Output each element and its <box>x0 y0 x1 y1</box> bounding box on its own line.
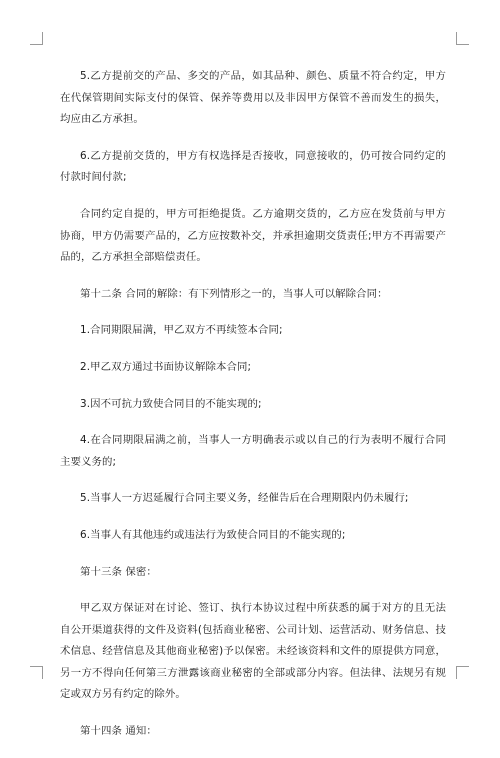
termination-item-6: 6.当事人有其他违约或违法行为致使合同目的不能实现的; <box>80 528 346 541</box>
confidentiality-paragraph: 甲乙双方保证对在讨论、签订、执行本协议过程中所获悉的属于对方的且无法自公开渠道获得的文件及资料(包括商业秘密、公司计划、运营活动、财务信息、技术信息、经营信息及其他商业秘密)予以保密。未经该资料和文件的原提供方同意，另一方不得向任何第三方泄露该商业秘密的全部或部分内容。但法律、法规另有规定或双方另有约定的除外。 <box>60 602 446 701</box>
article-13-heading: 第十三条 保密： <box>80 565 157 578</box>
termination-item-5: 5.当事人一方迟延履行合同主要义务，经催告后在合理期限内仍未履行; <box>80 492 409 505</box>
paragraph-self-pickup: 合同约定自提的，甲方可拒绝提货。乙方逾期交货的，乙方应在发货前与甲方协商，甲方仍需要产品的，乙方应按数补交，并承担逾期交货责任;甲方不再需要产品的，乙方承担全部赔偿责任。 <box>60 207 446 264</box>
margin-mark-top-right <box>456 32 469 45</box>
margin-mark-bottom-right <box>456 666 469 679</box>
paragraph-clause-5: 5.乙方提前交的产品、多交的产品，如其品种、颜色、质量不符合约定，甲方在代保管期间实际支付的保管、保养等费用以及非因甲方保管不善而发生的损失，均应由乙方承担。 <box>60 70 446 126</box>
termination-item-1: 1.合同期限届满，甲乙双方不再续签本合同; <box>80 324 283 337</box>
article-14-heading: 第十四条 通知： <box>80 725 157 738</box>
article-12-heading: 第十二条 合同的解除：有下列情形之一的，当事人可以解除合同： <box>80 287 388 300</box>
margin-mark-top-left <box>30 32 43 45</box>
paragraph-clause-6: 6.乙方提前交货的，甲方有权选择是否接收，同意接收的，仍可按合同约定的付款时间付款; <box>60 149 446 184</box>
termination-item-2: 2.甲乙双方通过书面协议解除本合同; <box>80 360 252 373</box>
margin-mark-bottom-left <box>30 666 43 679</box>
termination-item-4: 4.在合同期限届满之前，当事人一方明确表示或以自己的行为表明不履行合同主要义务的; <box>60 434 446 468</box>
document-body <box>60 66 446 758</box>
termination-item-3: 3.因不可抗力致使合同目的不能实现的; <box>80 397 262 410</box>
